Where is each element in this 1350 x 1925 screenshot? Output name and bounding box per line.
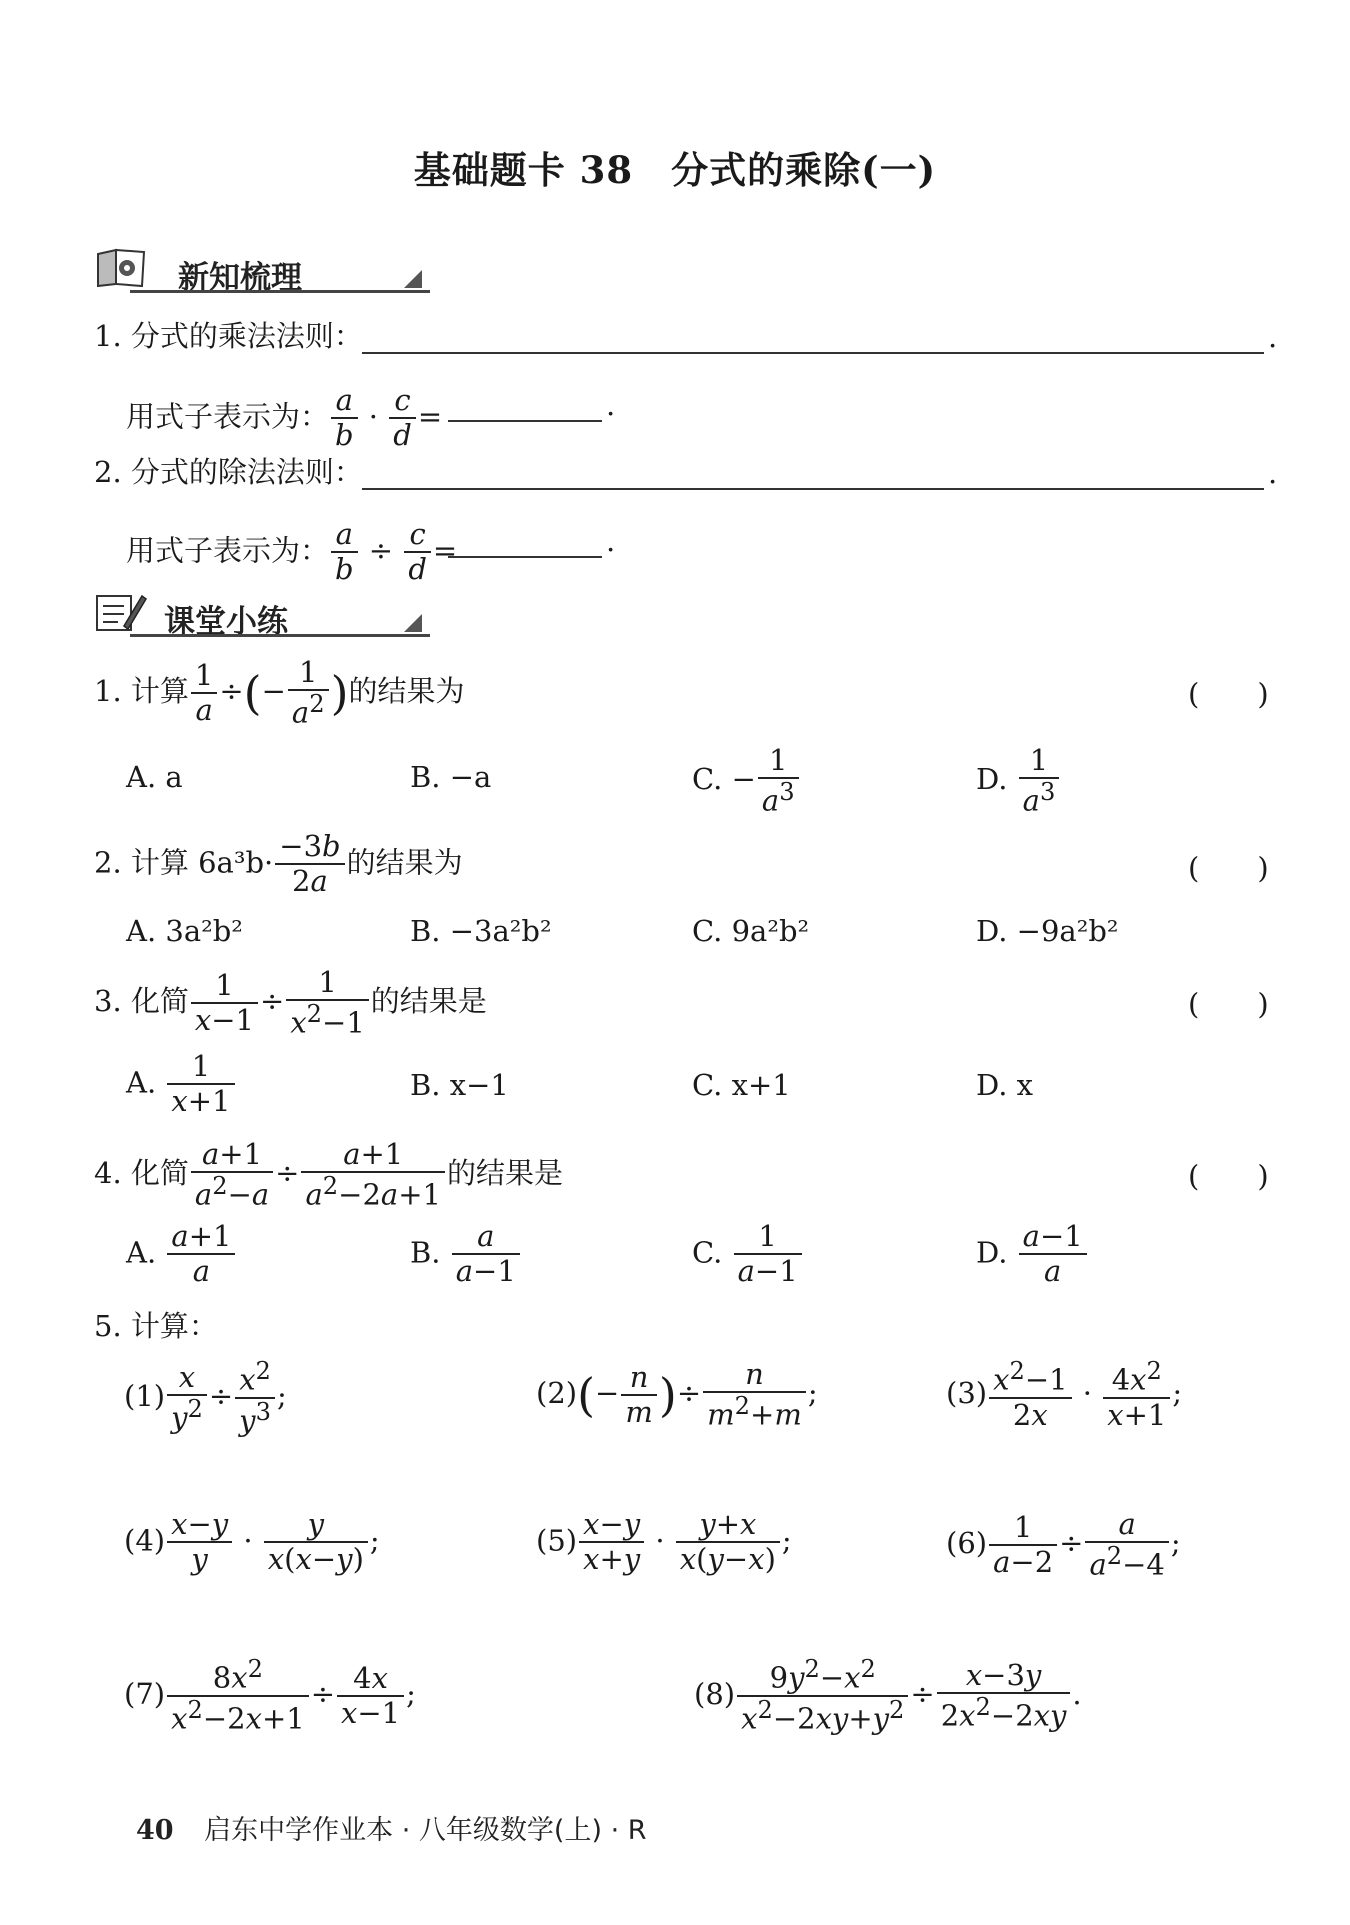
sub-problem-2: (2)(− $\frac{n}{m}$ )÷ $\frac{n}{m^2+m}$ ;	[536, 1357, 818, 1432]
section-underline	[130, 290, 430, 293]
option-4b[interactable]: B. $\frac{a}{a-1}$	[410, 1220, 522, 1289]
option-3c[interactable]: C. x+1	[692, 1068, 791, 1102]
book-icon	[94, 248, 148, 288]
option-4a[interactable]: A. $\frac{a+1}{a}$	[126, 1220, 237, 1289]
notebook-pen-icon	[94, 592, 148, 632]
option-3b[interactable]: B. x−1	[410, 1068, 509, 1102]
answer-paren-4[interactable]: ( )	[1188, 1159, 1269, 1193]
page-footer	[136, 1808, 647, 1847]
knowledge-q1-period: .	[1268, 320, 1278, 354]
answer-paren-2[interactable]: ( )	[1188, 851, 1269, 885]
option-1c[interactable]: C. − $\frac{1}{a^3}$	[692, 744, 801, 818]
question-2: 2. 计算 6a³b· $\frac{-3b}{2a}$ 的结果为	[94, 829, 463, 899]
knowledge-q1-expr-period: .	[606, 388, 616, 422]
sub-problem-7: (7) $\frac{8x^2}{x^2-2x+1}$ ÷ $\frac{4x}{x-1}$ ;	[124, 1655, 416, 1736]
option-2b[interactable]: B. −3a²b²	[410, 914, 552, 948]
knowledge-q1-expr-blank[interactable]	[448, 420, 602, 422]
sub-problem-6: (6) $\frac{1}{a-2}$ ÷ $\frac{a}{a^2-4}$ ;	[946, 1507, 1181, 1582]
knowledge-q1-blank[interactable]	[362, 352, 1264, 354]
option-3a[interactable]: A. $\frac{1}{x+1}$	[126, 1050, 237, 1119]
option-1b[interactable]: B. −a	[410, 760, 492, 794]
answer-paren-1[interactable]: ( )	[1188, 677, 1269, 711]
sub-problem-4: (4) $\frac{x-y}{y}$ · $\frac{y}{x(x-y)}$ ;	[124, 1507, 380, 1577]
option-2d[interactable]: D. −9a²b²	[976, 914, 1119, 948]
section-triangle-icon	[404, 614, 422, 632]
section-title: 课堂小练	[164, 604, 288, 640]
sub-problem-5: (5) $\frac{x-y}{x+y}$ · $\frac{y+x}{x(y-x)}$ ;	[536, 1507, 792, 1577]
page-title: 基础题卡 38 分式的乘除(一)	[413, 148, 937, 192]
option-2c[interactable]: C. 9a²b²	[692, 914, 810, 948]
sub-problem-8: (8) $\frac{9y^2-x^2}{x^2-2xy+y^2}$ ÷ $\frac{x-3y}{2x^2-2xy}$ .	[694, 1655, 1082, 1736]
knowledge-q2-expr-period: .	[606, 524, 616, 558]
option-1a[interactable]: A. a	[126, 760, 183, 794]
section-triangle-icon	[404, 270, 422, 288]
section-header-practice	[94, 592, 444, 640]
option-4c[interactable]: C. $\frac{1}{a-1}$	[692, 1220, 804, 1289]
book-title: 启东中学作业本 · 八年级数学(上) · R	[204, 1815, 647, 1846]
option-4d[interactable]: D. $\frac{a-1}{a}$	[976, 1220, 1089, 1289]
knowledge-q1-expr: 用式子表示为： $\frac{a}{b}$ · $\frac{c}{d}$ =	[126, 383, 443, 453]
knowledge-q2-expr-blank[interactable]	[448, 556, 602, 558]
section-header-new-knowledge	[94, 248, 444, 296]
section-title: 新知梳理	[178, 260, 302, 296]
answer-paren-3[interactable]: ( )	[1188, 987, 1269, 1021]
sub-problem-3: (3) $\frac{x^2-1}{2x}$ · $\frac{4x^2}{x+1}$ ;	[946, 1357, 1183, 1432]
knowledge-q2-blank[interactable]	[362, 488, 1264, 490]
option-3d[interactable]: D. x	[976, 1068, 1034, 1102]
knowledge-q1-label: 1. 分式的乘法法则：	[94, 319, 363, 353]
knowledge-q2-period: .	[1268, 456, 1278, 490]
section-underline	[130, 634, 430, 637]
question-1: 1. 计算 $\frac{1}{a}$ ÷(− $\frac{1}{a^2}$ )的结果为	[94, 655, 465, 730]
knowledge-q2-expr: 用式子表示为： $\frac{a}{b}$ ÷ $\frac{c}{d}$ =	[126, 517, 458, 587]
knowledge-q2-label: 2. 分式的除法法则：	[94, 455, 363, 489]
option-2a[interactable]: A. 3a²b²	[126, 914, 243, 948]
question-5: 5. 计算：	[94, 1309, 218, 1343]
option-1d[interactable]: D. $\frac{1}{a^3}$	[976, 744, 1061, 818]
page-number: 40	[136, 1815, 174, 1846]
question-4: 4. 化简 $\frac{a+1}{a^2-a}$ ÷ $\frac{a+1}{a^2-2a+1}$ 的结果是	[94, 1137, 563, 1212]
sub-problem-1: (1) $\frac{x}{y^2}$ ÷ $\frac{x^2}{y^3}$ ;	[124, 1357, 287, 1438]
question-3: 3. 化简 $\frac{1}{x-1}$ ÷ $\frac{1}{x^2-1}$ 的结果是	[94, 965, 487, 1040]
